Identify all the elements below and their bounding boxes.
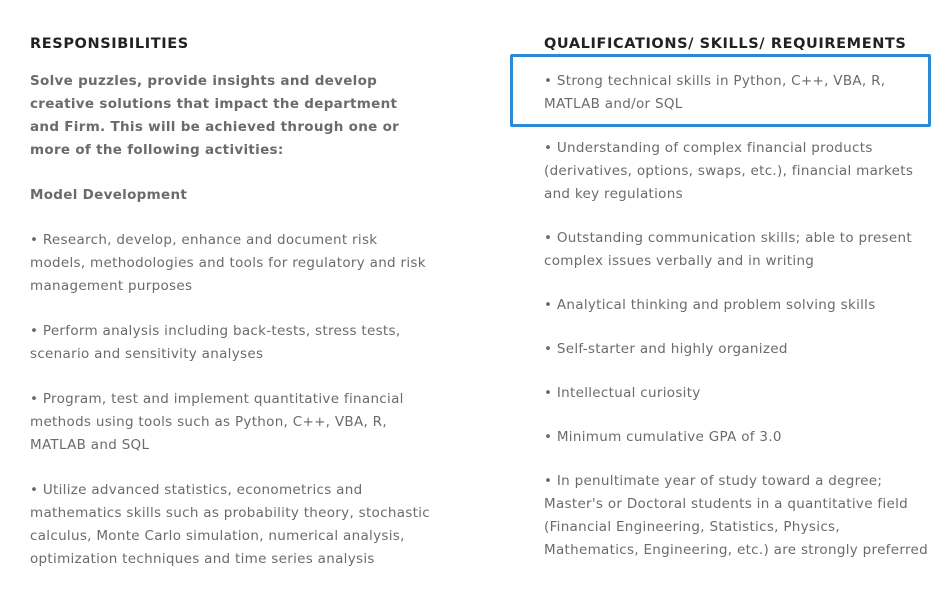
responsibility-item: • Perform analysis including back-tests, stress tests, scenario and sensitivity analyses bbox=[30, 323, 401, 362]
qualification-item: • Self-starter and highly organized bbox=[544, 341, 788, 357]
responsibilities-section bbox=[30, 34, 430, 571]
responsibility-item: • Utilize advanced statistics, econometrics and mathematics skills such as probability theory, stochastic calculus, Monte Carlo simulation, numerical analysis, optimization techniques and time series analysis bbox=[30, 482, 430, 567]
model-development-subheading: Model Development bbox=[30, 187, 188, 203]
responsibilities-intro: Solve puzzles, provide insights and develop creative solutions that impact the department and Firm. This will be achieved through one or more of the following activities: bbox=[30, 73, 400, 158]
responsibilities-heading: RESPONSIBILITIES bbox=[30, 36, 189, 52]
qualification-item: • In penultimate year of study toward a degree; Master's or Doctoral students in a quantitative field (Financial Engineering, Statistics, Physics, Mathematics, Engineering, etc.) are strongly preferred bbox=[544, 473, 928, 558]
qualification-item: • Minimum cumulative GPA of 3.0 bbox=[544, 429, 782, 445]
qualification-item: • Outstanding communication skills; able to present complex issues verbally and in writing bbox=[544, 230, 912, 269]
qualification-item: • Analytical thinking and problem solving skills bbox=[544, 297, 876, 313]
qualifications-heading: QUALIFICATIONS/ SKILLS/ REQUIREMENTS bbox=[544, 36, 907, 52]
qualification-item: • Understanding of complex financial products (derivatives, options, swaps, etc.), financial markets and key regulations bbox=[544, 140, 914, 202]
responsibility-item: • Program, test and implement quantitative financial methods using tools such as Python, C++, VBA, R, MATLAB and SQL bbox=[30, 391, 404, 453]
qualifications-section bbox=[544, 34, 936, 562]
qualification-item: • Intellectual curiosity bbox=[544, 385, 701, 401]
responsibility-item: • Research, develop, enhance and document risk models, methodologies and tools for regulatory and risk management purposes bbox=[30, 232, 426, 294]
qualification-item: • Strong technical skills in Python, C++, VBA, R, MATLAB and/or SQL bbox=[544, 73, 886, 112]
